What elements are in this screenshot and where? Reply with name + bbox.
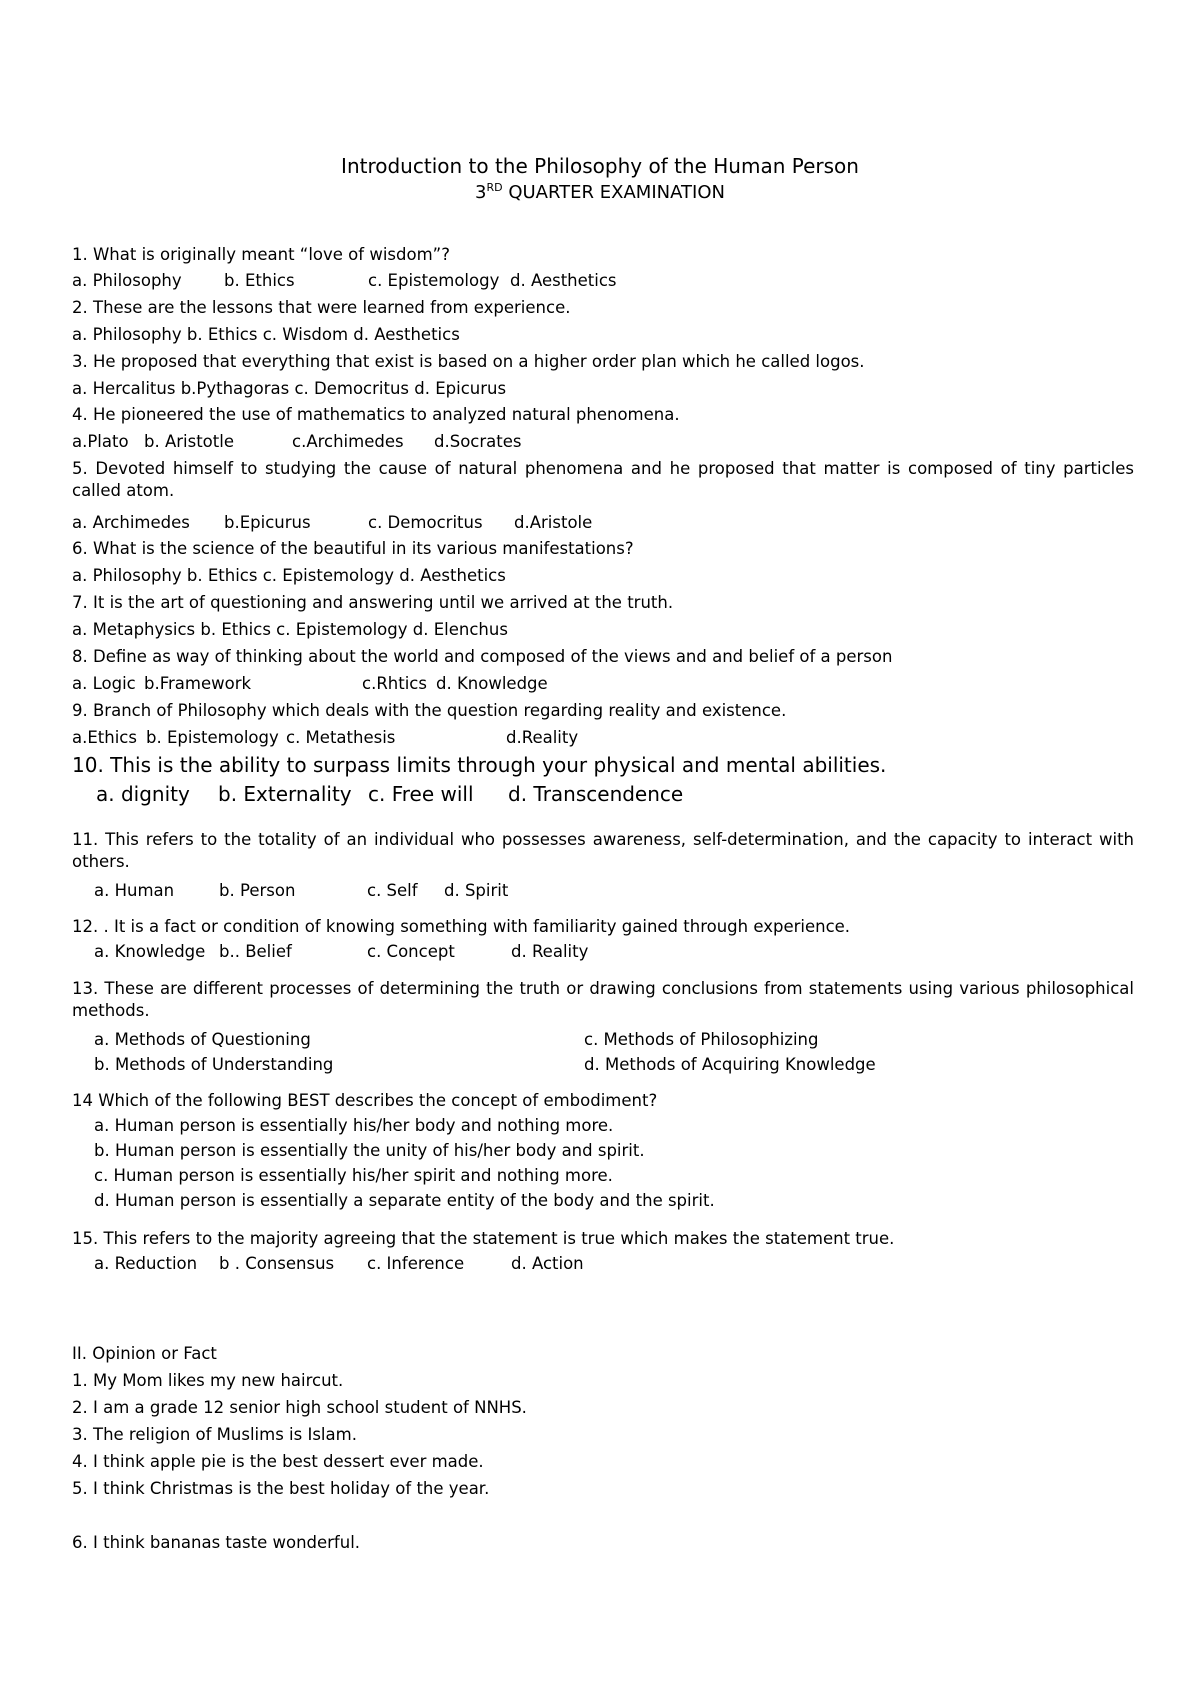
option: a. Methods of Questioning xyxy=(94,1030,311,1049)
option: d. Reality xyxy=(511,942,589,961)
option: c. Methods of Philosophizing xyxy=(584,1030,819,1049)
option: c. Concept xyxy=(367,942,455,961)
question-11-options xyxy=(94,880,508,902)
option: b.Epicurus xyxy=(224,513,311,532)
option: b. Person xyxy=(219,881,296,900)
statement-4: 4. I think apple pie is the best dessert ever made. xyxy=(72,1452,484,1471)
question-13-options-row2 xyxy=(94,1054,876,1076)
question-4: 4. He pioneered the use of mathematics to analyzed natural phenomena. xyxy=(72,405,680,424)
question-2: 2. These are the lessons that were learned from experience. xyxy=(72,298,571,317)
option: a.Plato xyxy=(72,432,129,451)
question-9-options xyxy=(72,727,578,749)
option: a. Archimedes xyxy=(72,513,190,532)
option: b. Ethics xyxy=(224,271,295,290)
option: d. Transcendence xyxy=(508,782,684,806)
option: d.Reality xyxy=(506,728,579,747)
option: b.. Belief xyxy=(219,942,292,961)
option: a. dignity xyxy=(96,782,190,806)
option: d.Socrates xyxy=(434,432,522,451)
question-15-options xyxy=(94,1253,584,1275)
question-1: 1. What is originally meant “love of wisdom”? xyxy=(72,245,450,264)
question-14-option-d: d. Human person is essentially a separate entity of the body and the spirit. xyxy=(94,1191,715,1210)
question-15: 15. This refers to the majority agreeing that the statement is true which makes the statement true. xyxy=(72,1229,895,1248)
option: b. Externality xyxy=(218,782,352,806)
option: a. Human xyxy=(94,881,175,900)
statement-5: 5. I think Christmas is the best holiday of the year. xyxy=(72,1479,490,1498)
statement-2: 2. I am a grade 12 senior high school student of NNHS. xyxy=(72,1398,527,1417)
option: d. Aesthetics xyxy=(510,271,617,290)
statement-3: 3. The religion of Muslims is Islam. xyxy=(72,1425,357,1444)
option: a. Logic xyxy=(72,674,136,693)
question-1-options xyxy=(72,270,617,292)
option: b . Consensus xyxy=(219,1254,335,1273)
option: c. Democritus xyxy=(368,513,483,532)
question-6: 6. What is the science of the beautiful in its various manifestations? xyxy=(72,539,634,558)
question-11: 11. This refers to the totality of an individual who possesses awareness, self-determination, and the capacity to interact with others. xyxy=(72,830,1134,871)
question-10-options xyxy=(96,783,683,805)
option: a. Reduction xyxy=(94,1254,198,1273)
option: b. Methods of Understanding xyxy=(94,1055,334,1074)
option: c. Self xyxy=(367,881,418,900)
option: a.Ethics xyxy=(72,728,137,747)
option: c.Rhtics xyxy=(362,674,427,693)
question-10: 10. This is the ability to surpass limits through your physical and mental abilities. xyxy=(72,753,887,777)
question-13: 13. These are different processes of determining the truth or drawing conclusions from statements using various philosophical methods. xyxy=(72,979,1134,1020)
question-14-option-b: b. Human person is essentially the unity of his/her body and spirit. xyxy=(94,1141,645,1160)
question-5: 5. Devoted himself to studying the cause of natural phenomena and he proposed that matter is composed of tiny particles called atom. xyxy=(72,459,1134,500)
question-13-options-row1 xyxy=(94,1029,819,1051)
question-14-option-a: a. Human person is essentially his/her body and nothing more. xyxy=(94,1116,614,1135)
question-5-options xyxy=(72,512,592,534)
statement-6: 6. I think bananas taste wonderful. xyxy=(72,1533,361,1552)
question-2-options: a. Philosophy b. Ethics c. Wisdom d. Aesthetics xyxy=(72,325,460,344)
question-8-options xyxy=(72,673,548,695)
option: c. Metathesis xyxy=(286,728,396,747)
option: a. Philosophy xyxy=(72,271,182,290)
statement-1: 1. My Mom likes my new haircut. xyxy=(72,1371,344,1390)
question-6-options: a. Philosophy b. Ethics c. Epistemology d. Aesthetics xyxy=(72,566,506,585)
option: b. Aristotle xyxy=(144,432,234,451)
question-3: 3. He proposed that everything that exist is based on a higher order plan which he called logos. xyxy=(72,352,865,371)
option: d. Action xyxy=(511,1254,584,1273)
question-7-options: a. Metaphysics b. Ethics c. Epistemology d. Elenchus xyxy=(72,620,508,639)
question-3-options: a. Hercalitus b.Pythagoras c. Democritus d. Epicurus xyxy=(72,379,507,398)
question-12-options xyxy=(94,941,588,963)
option: d. Knowledge xyxy=(436,674,548,693)
document-subtitle: 3RD QUARTER EXAMINATION xyxy=(475,181,725,203)
document-title: Introduction to the Philosophy of the Human Person xyxy=(341,154,859,178)
option: c. Inference xyxy=(367,1254,465,1273)
option: c.Archimedes xyxy=(292,432,404,451)
option: a. Knowledge xyxy=(94,942,206,961)
option: c. Free will xyxy=(368,782,474,806)
option: d.Aristole xyxy=(514,513,593,532)
question-9: 9. Branch of Philosophy which deals with the question regarding reality and existence. xyxy=(72,701,787,720)
question-14: 14 Which of the following BEST describes the concept of embodiment? xyxy=(72,1091,658,1110)
question-7: 7. It is the art of questioning and answering until we arrived at the truth. xyxy=(72,593,674,612)
question-12: 12. . It is a fact or condition of knowing something with familiarity gained through experience. xyxy=(72,917,851,936)
question-8: 8. Define as way of thinking about the world and composed of the views and and belief of a person xyxy=(72,647,893,666)
question-14-option-c: c. Human person is essentially his/her spirit and nothing more. xyxy=(94,1166,613,1185)
option: d. Spirit xyxy=(444,881,509,900)
option: d. Methods of Acquiring Knowledge xyxy=(584,1055,876,1074)
question-4-options xyxy=(72,431,521,453)
option: c. Epistemology xyxy=(368,271,500,290)
section-2-heading: II. Opinion or Fact xyxy=(72,1344,217,1363)
option: b. Epistemology xyxy=(146,728,279,747)
option: b.Framework xyxy=(144,674,252,693)
